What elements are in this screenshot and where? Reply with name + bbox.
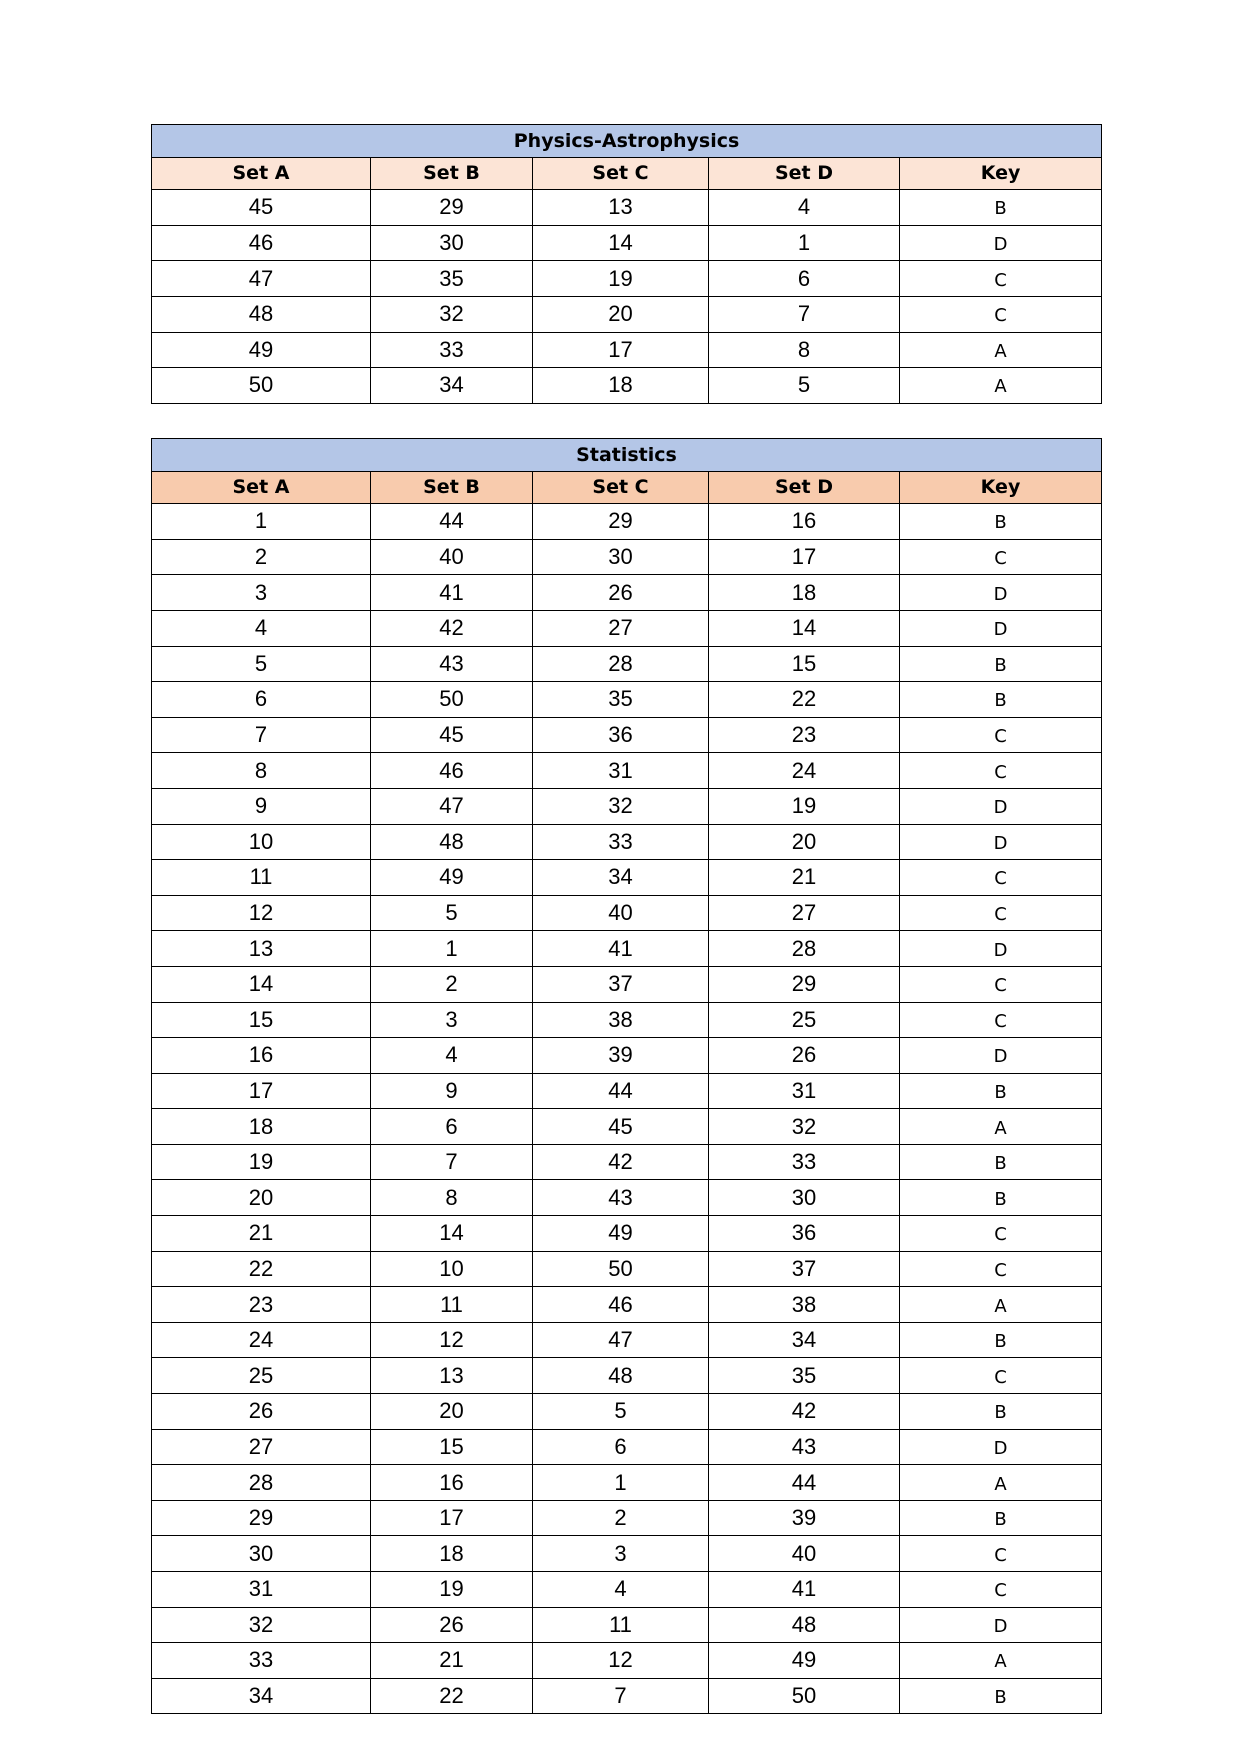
- table-row: [152, 753, 1102, 789]
- table-row: [152, 1394, 1102, 1430]
- set-b-cell: 18: [371, 1536, 533, 1572]
- set-a-cell: 32: [152, 1607, 371, 1643]
- set-b-cell: 29: [371, 190, 533, 226]
- set-a-cell: 31: [152, 1572, 371, 1608]
- key-cell: B: [900, 1180, 1102, 1216]
- set-c-cell: 3: [533, 1536, 709, 1572]
- set-a-cell: 50: [152, 368, 371, 404]
- set-d-cell: 50: [709, 1678, 900, 1714]
- table-title: Statistics: [152, 439, 1102, 472]
- set-d-cell: 16: [709, 504, 900, 540]
- table-title: Physics-Astrophysics: [152, 125, 1102, 158]
- table-row: [152, 966, 1102, 1002]
- set-c-cell: 33: [533, 824, 709, 860]
- key-cell: A: [900, 1465, 1102, 1501]
- set-a-cell: 49: [152, 332, 371, 368]
- set-d-cell: 30: [709, 1180, 900, 1216]
- set-b-cell: 44: [371, 504, 533, 540]
- set-d-cell: 28: [709, 931, 900, 967]
- table-row: [152, 1109, 1102, 1145]
- table-row: [152, 788, 1102, 824]
- set-a-cell: 33: [152, 1643, 371, 1679]
- set-a-cell: 8: [152, 753, 371, 789]
- set-c-cell: 40: [533, 895, 709, 931]
- set-d-cell: 41: [709, 1572, 900, 1608]
- set-b-cell: 9: [371, 1073, 533, 1109]
- set-d-cell: 17: [709, 539, 900, 575]
- set-d-cell: 33: [709, 1144, 900, 1180]
- table-row: [152, 895, 1102, 931]
- set-b-cell: 46: [371, 753, 533, 789]
- set-d-cell: 15: [709, 646, 900, 682]
- set-c-cell: 1: [533, 1465, 709, 1501]
- table-row: [152, 610, 1102, 646]
- set-d-cell: 1: [709, 225, 900, 261]
- table-row: [152, 1287, 1102, 1323]
- set-c-cell: 6: [533, 1429, 709, 1465]
- set-c-cell: 32: [533, 788, 709, 824]
- set-d-cell: 35: [709, 1358, 900, 1394]
- column-header-key: Key: [900, 157, 1102, 190]
- column-header-set-d: Set D: [709, 471, 900, 504]
- set-d-cell: 5: [709, 368, 900, 404]
- set-a-cell: 13: [152, 931, 371, 967]
- set-c-cell: 43: [533, 1180, 709, 1216]
- set-c-cell: 2: [533, 1500, 709, 1536]
- set-a-cell: 16: [152, 1038, 371, 1074]
- set-b-cell: 33: [371, 332, 533, 368]
- set-c-cell: 14: [533, 225, 709, 261]
- table-row: [152, 860, 1102, 896]
- table-row: [152, 296, 1102, 332]
- set-b-cell: 3: [371, 1002, 533, 1038]
- set-c-cell: 47: [533, 1322, 709, 1358]
- set-a-cell: 15: [152, 1002, 371, 1038]
- table-row: [152, 717, 1102, 753]
- set-c-cell: 39: [533, 1038, 709, 1074]
- key-cell: A: [900, 1109, 1102, 1145]
- set-c-cell: 35: [533, 682, 709, 718]
- table-row: [152, 1251, 1102, 1287]
- set-a-cell: 20: [152, 1180, 371, 1216]
- set-b-cell: 50: [371, 682, 533, 718]
- column-header-row: [152, 471, 1102, 504]
- set-a-cell: 45: [152, 190, 371, 226]
- set-a-cell: 11: [152, 860, 371, 896]
- set-d-cell: 32: [709, 1109, 900, 1145]
- column-header-set-c: Set C: [533, 471, 709, 504]
- set-a-cell: 17: [152, 1073, 371, 1109]
- set-a-cell: 26: [152, 1394, 371, 1430]
- table-row: [152, 1322, 1102, 1358]
- set-a-cell: 34: [152, 1678, 371, 1714]
- physics-astrophysics-table: [151, 124, 1102, 404]
- set-c-cell: 30: [533, 539, 709, 575]
- set-c-cell: 7: [533, 1678, 709, 1714]
- set-b-cell: 35: [371, 261, 533, 297]
- set-a-cell: 24: [152, 1322, 371, 1358]
- set-b-cell: 7: [371, 1144, 533, 1180]
- statistics-table: [151, 438, 1102, 1714]
- table-row: [152, 1536, 1102, 1572]
- key-cell: D: [900, 1429, 1102, 1465]
- table-row: [152, 1500, 1102, 1536]
- set-b-cell: 4: [371, 1038, 533, 1074]
- set-d-cell: 36: [709, 1216, 900, 1252]
- set-d-cell: 14: [709, 610, 900, 646]
- set-a-cell: 19: [152, 1144, 371, 1180]
- set-d-cell: 22: [709, 682, 900, 718]
- set-d-cell: 49: [709, 1643, 900, 1679]
- set-a-cell: 5: [152, 646, 371, 682]
- set-c-cell: 12: [533, 1643, 709, 1679]
- set-b-cell: 6: [371, 1109, 533, 1145]
- set-d-cell: 44: [709, 1465, 900, 1501]
- set-d-cell: 8: [709, 332, 900, 368]
- table-row: [152, 1180, 1102, 1216]
- table-row: [152, 1073, 1102, 1109]
- set-a-cell: 10: [152, 824, 371, 860]
- table-row: [152, 225, 1102, 261]
- table-row: [152, 1002, 1102, 1038]
- set-b-cell: 26: [371, 1607, 533, 1643]
- set-a-cell: 27: [152, 1429, 371, 1465]
- set-b-cell: 11: [371, 1287, 533, 1323]
- set-b-cell: 43: [371, 646, 533, 682]
- set-b-cell: 47: [371, 788, 533, 824]
- key-cell: B: [900, 1394, 1102, 1430]
- set-a-cell: 28: [152, 1465, 371, 1501]
- set-d-cell: 20: [709, 824, 900, 860]
- key-cell: D: [900, 824, 1102, 860]
- table-row: [152, 1216, 1102, 1252]
- set-b-cell: 40: [371, 539, 533, 575]
- set-b-cell: 48: [371, 824, 533, 860]
- column-header-set-a: Set A: [152, 157, 371, 190]
- set-b-cell: 32: [371, 296, 533, 332]
- key-cell: B: [900, 1073, 1102, 1109]
- table-title-row: [152, 125, 1102, 158]
- table-body: [152, 190, 1102, 404]
- set-b-cell: 17: [371, 1500, 533, 1536]
- table-row: [152, 824, 1102, 860]
- column-header-set-b: Set B: [371, 157, 533, 190]
- set-b-cell: 45: [371, 717, 533, 753]
- set-c-cell: 26: [533, 575, 709, 611]
- key-cell: B: [900, 1144, 1102, 1180]
- key-cell: C: [900, 717, 1102, 753]
- set-c-cell: 19: [533, 261, 709, 297]
- set-b-cell: 21: [371, 1643, 533, 1679]
- column-header-set-b: Set B: [371, 471, 533, 504]
- key-cell: D: [900, 225, 1102, 261]
- set-d-cell: 37: [709, 1251, 900, 1287]
- table-row: [152, 504, 1102, 540]
- set-a-cell: 46: [152, 225, 371, 261]
- set-a-cell: 6: [152, 682, 371, 718]
- set-c-cell: 4: [533, 1572, 709, 1608]
- table-row: [152, 1038, 1102, 1074]
- set-a-cell: 1: [152, 504, 371, 540]
- table-row: [152, 1643, 1102, 1679]
- key-cell: B: [900, 190, 1102, 226]
- set-c-cell: 37: [533, 966, 709, 1002]
- table-row: [152, 1429, 1102, 1465]
- key-cell: B: [900, 1678, 1102, 1714]
- set-a-cell: 2: [152, 539, 371, 575]
- key-cell: C: [900, 261, 1102, 297]
- set-d-cell: 25: [709, 1002, 900, 1038]
- table-row: [152, 261, 1102, 297]
- table-row: [152, 646, 1102, 682]
- set-b-cell: 41: [371, 575, 533, 611]
- set-d-cell: 48: [709, 1607, 900, 1643]
- set-c-cell: 18: [533, 368, 709, 404]
- key-cell: D: [900, 931, 1102, 967]
- key-cell: C: [900, 860, 1102, 896]
- table-row: [152, 539, 1102, 575]
- set-d-cell: 38: [709, 1287, 900, 1323]
- set-b-cell: 30: [371, 225, 533, 261]
- table-row: [152, 1465, 1102, 1501]
- table-row: [152, 332, 1102, 368]
- set-d-cell: 31: [709, 1073, 900, 1109]
- key-cell: B: [900, 682, 1102, 718]
- key-cell: B: [900, 1500, 1102, 1536]
- set-c-cell: 29: [533, 504, 709, 540]
- set-d-cell: 42: [709, 1394, 900, 1430]
- key-cell: D: [900, 1038, 1102, 1074]
- set-c-cell: 5: [533, 1394, 709, 1430]
- set-d-cell: 34: [709, 1322, 900, 1358]
- set-c-cell: 45: [533, 1109, 709, 1145]
- set-d-cell: 19: [709, 788, 900, 824]
- set-c-cell: 34: [533, 860, 709, 896]
- table-title-row: [152, 439, 1102, 472]
- key-cell: A: [900, 1287, 1102, 1323]
- set-a-cell: 9: [152, 788, 371, 824]
- key-cell: B: [900, 504, 1102, 540]
- column-header-set-d: Set D: [709, 157, 900, 190]
- set-a-cell: 21: [152, 1216, 371, 1252]
- set-a-cell: 47: [152, 261, 371, 297]
- set-b-cell: 42: [371, 610, 533, 646]
- set-b-cell: 5: [371, 895, 533, 931]
- set-b-cell: 19: [371, 1572, 533, 1608]
- key-cell: C: [900, 966, 1102, 1002]
- table-row: [152, 1358, 1102, 1394]
- table-row: [152, 682, 1102, 718]
- set-d-cell: 7: [709, 296, 900, 332]
- set-d-cell: 26: [709, 1038, 900, 1074]
- table-row: [152, 368, 1102, 404]
- set-c-cell: 50: [533, 1251, 709, 1287]
- column-header-key: Key: [900, 471, 1102, 504]
- set-c-cell: 42: [533, 1144, 709, 1180]
- key-cell: B: [900, 646, 1102, 682]
- set-b-cell: 14: [371, 1216, 533, 1252]
- column-header-set-a: Set A: [152, 471, 371, 504]
- set-a-cell: 4: [152, 610, 371, 646]
- set-a-cell: 7: [152, 717, 371, 753]
- set-d-cell: 6: [709, 261, 900, 297]
- set-c-cell: 41: [533, 931, 709, 967]
- set-b-cell: 1: [371, 931, 533, 967]
- set-b-cell: 8: [371, 1180, 533, 1216]
- key-cell: C: [900, 1536, 1102, 1572]
- key-cell: B: [900, 1322, 1102, 1358]
- key-cell: C: [900, 539, 1102, 575]
- key-cell: C: [900, 895, 1102, 931]
- set-d-cell: 43: [709, 1429, 900, 1465]
- set-c-cell: 31: [533, 753, 709, 789]
- set-c-cell: 20: [533, 296, 709, 332]
- set-c-cell: 36: [533, 717, 709, 753]
- set-d-cell: 4: [709, 190, 900, 226]
- set-b-cell: 16: [371, 1465, 533, 1501]
- table-row: [152, 190, 1102, 226]
- set-d-cell: 39: [709, 1500, 900, 1536]
- set-c-cell: 38: [533, 1002, 709, 1038]
- table-row: [152, 931, 1102, 967]
- set-d-cell: 40: [709, 1536, 900, 1572]
- table-row: [152, 1678, 1102, 1714]
- set-a-cell: 3: [152, 575, 371, 611]
- set-b-cell: 34: [371, 368, 533, 404]
- table-row: [152, 1572, 1102, 1608]
- set-a-cell: 18: [152, 1109, 371, 1145]
- set-a-cell: 14: [152, 966, 371, 1002]
- set-c-cell: 13: [533, 190, 709, 226]
- set-b-cell: 13: [371, 1358, 533, 1394]
- set-a-cell: 30: [152, 1536, 371, 1572]
- set-b-cell: 22: [371, 1678, 533, 1714]
- key-cell: C: [900, 1572, 1102, 1608]
- table-row: [152, 575, 1102, 611]
- key-cell: D: [900, 788, 1102, 824]
- key-cell: C: [900, 753, 1102, 789]
- set-a-cell: 22: [152, 1251, 371, 1287]
- set-b-cell: 12: [371, 1322, 533, 1358]
- column-header-row: [152, 157, 1102, 190]
- key-cell: C: [900, 1251, 1102, 1287]
- set-c-cell: 49: [533, 1216, 709, 1252]
- set-c-cell: 11: [533, 1607, 709, 1643]
- set-c-cell: 27: [533, 610, 709, 646]
- set-d-cell: 21: [709, 860, 900, 896]
- set-b-cell: 20: [371, 1394, 533, 1430]
- key-cell: C: [900, 1216, 1102, 1252]
- table-body: [152, 504, 1102, 1714]
- set-a-cell: 23: [152, 1287, 371, 1323]
- set-a-cell: 25: [152, 1358, 371, 1394]
- set-b-cell: 2: [371, 966, 533, 1002]
- set-b-cell: 15: [371, 1429, 533, 1465]
- key-cell: A: [900, 368, 1102, 404]
- key-cell: A: [900, 1643, 1102, 1679]
- set-c-cell: 17: [533, 332, 709, 368]
- set-d-cell: 24: [709, 753, 900, 789]
- key-cell: D: [900, 610, 1102, 646]
- key-cell: C: [900, 1358, 1102, 1394]
- set-b-cell: 10: [371, 1251, 533, 1287]
- set-a-cell: 29: [152, 1500, 371, 1536]
- set-c-cell: 44: [533, 1073, 709, 1109]
- set-d-cell: 29: [709, 966, 900, 1002]
- set-c-cell: 48: [533, 1358, 709, 1394]
- set-a-cell: 48: [152, 296, 371, 332]
- set-a-cell: 12: [152, 895, 371, 931]
- key-cell: D: [900, 1607, 1102, 1643]
- set-c-cell: 28: [533, 646, 709, 682]
- set-b-cell: 49: [371, 860, 533, 896]
- set-d-cell: 23: [709, 717, 900, 753]
- set-d-cell: 27: [709, 895, 900, 931]
- key-cell: D: [900, 575, 1102, 611]
- set-c-cell: 46: [533, 1287, 709, 1323]
- table-row: [152, 1144, 1102, 1180]
- table-row: [152, 1607, 1102, 1643]
- key-cell: C: [900, 296, 1102, 332]
- column-header-set-c: Set C: [533, 157, 709, 190]
- key-cell: C: [900, 1002, 1102, 1038]
- key-cell: A: [900, 332, 1102, 368]
- set-d-cell: 18: [709, 575, 900, 611]
